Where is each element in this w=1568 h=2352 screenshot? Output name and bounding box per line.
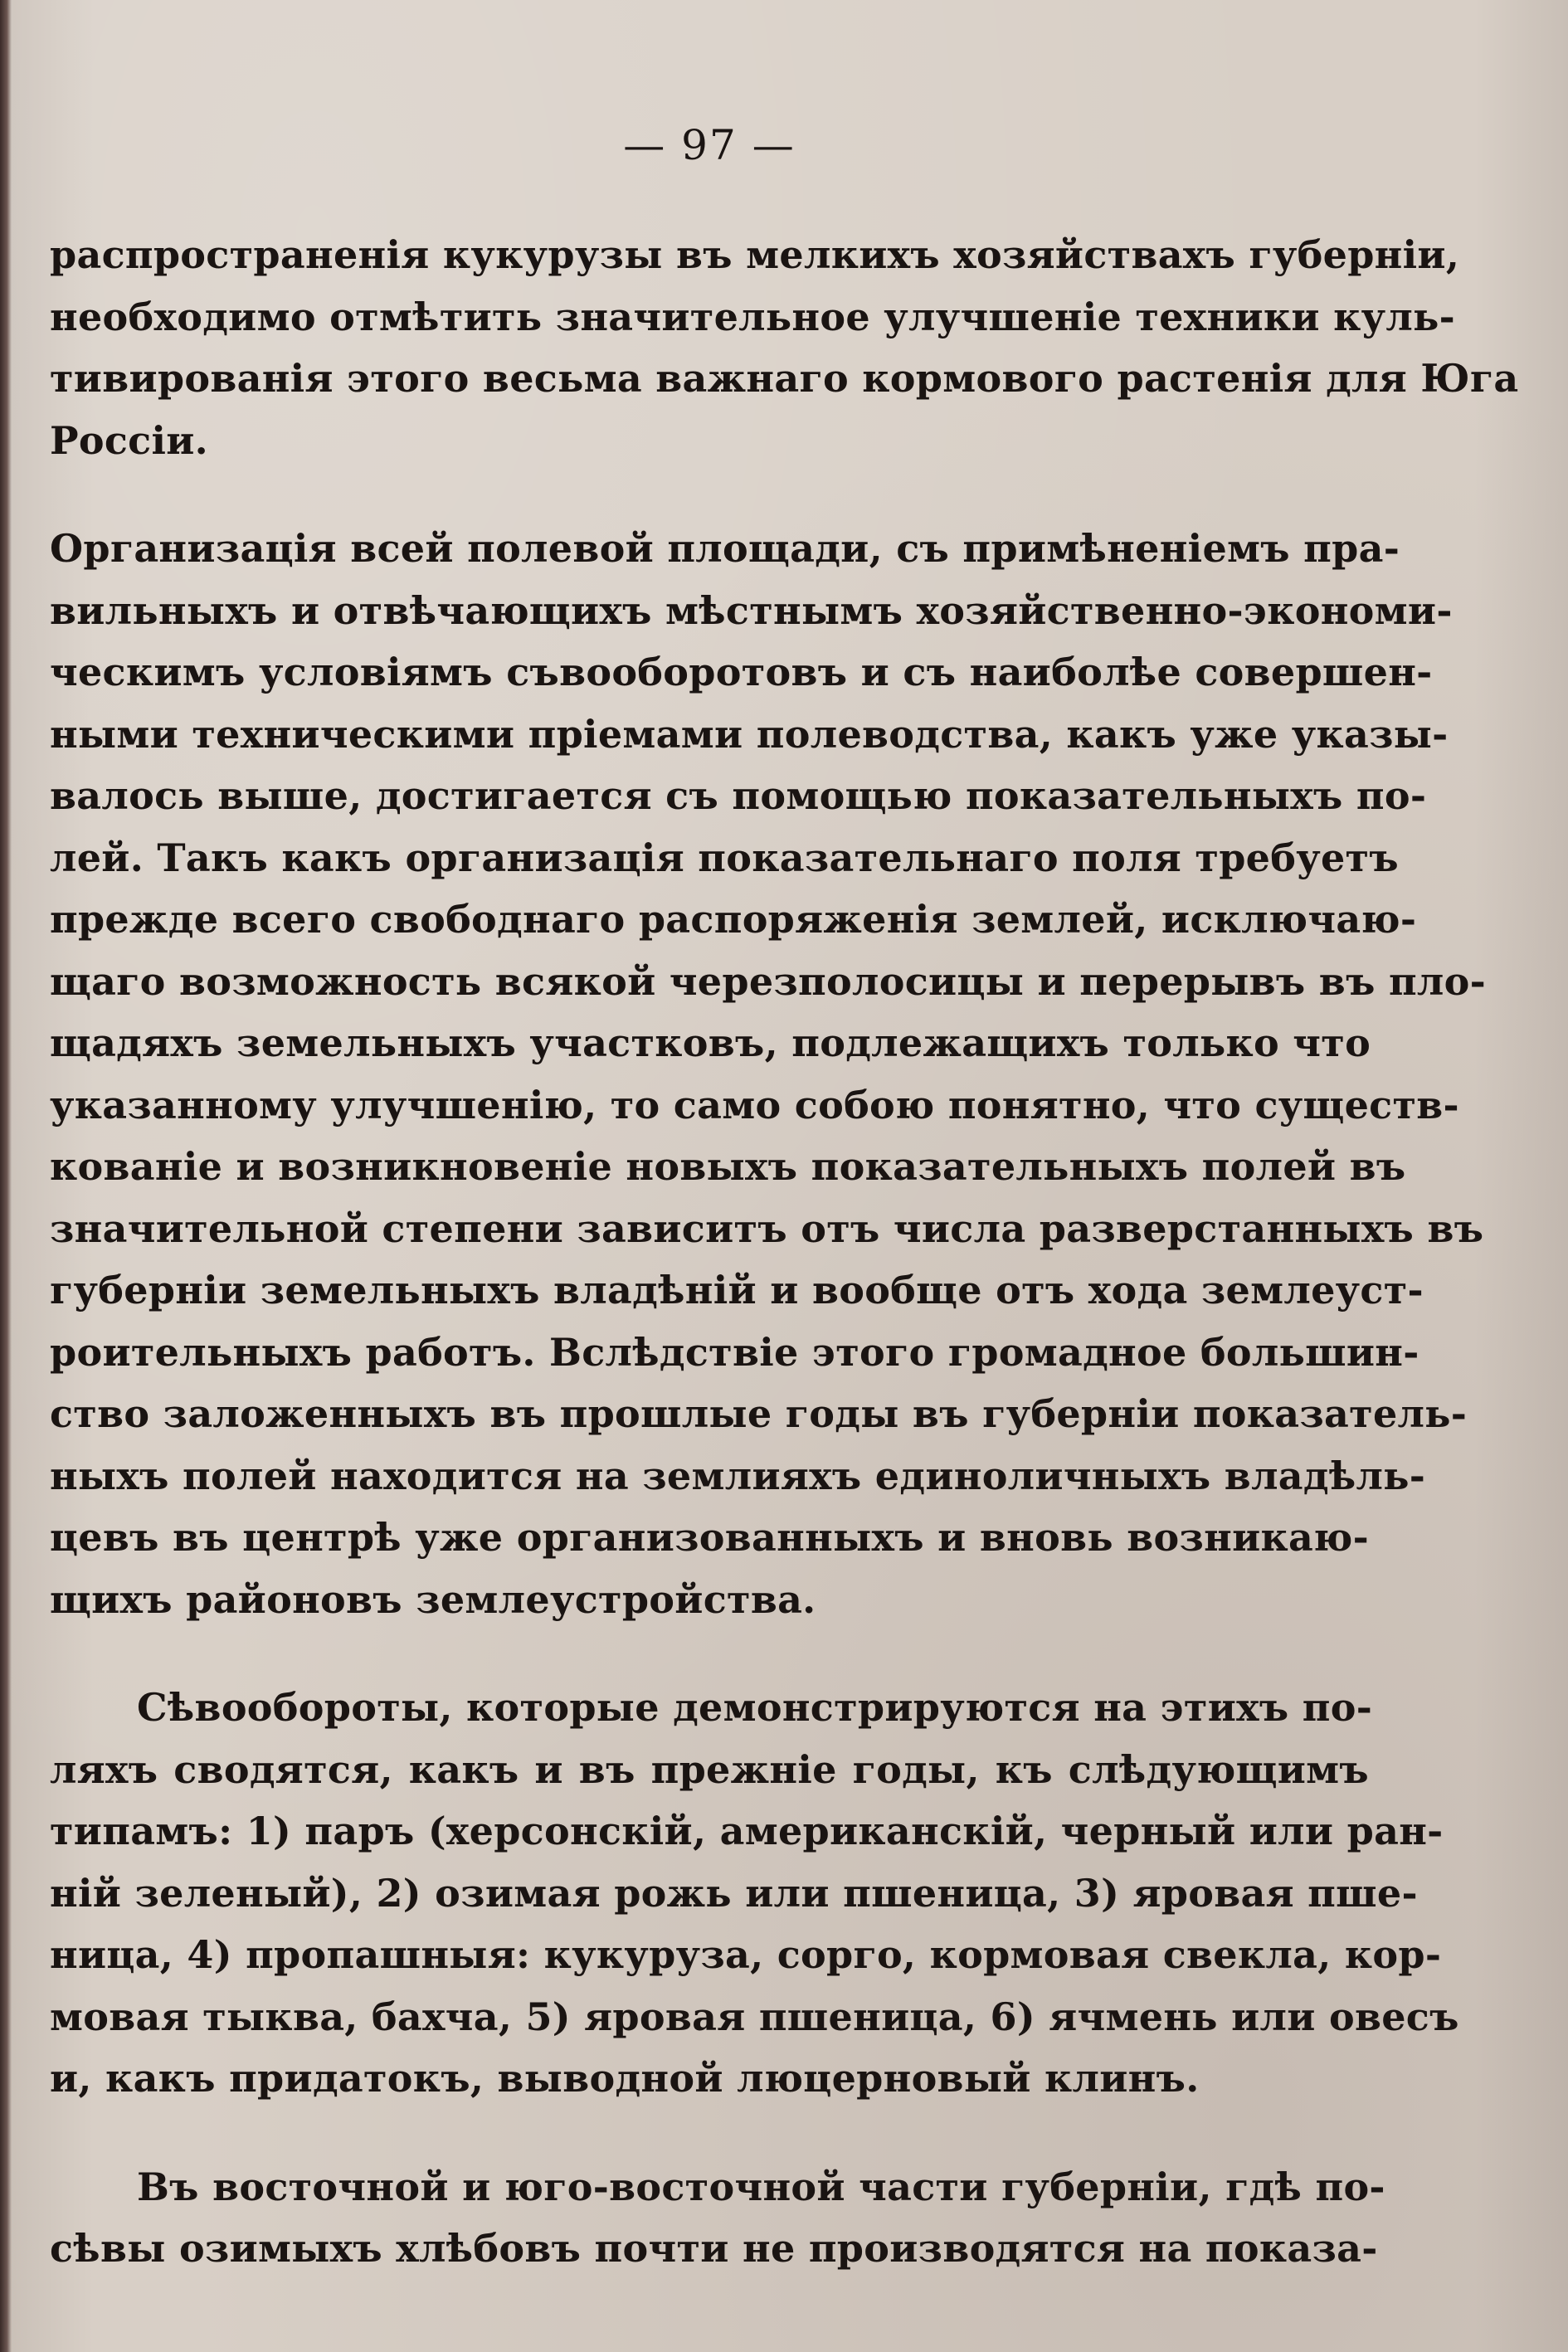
paragraph xyxy=(50,518,1487,1630)
text-line: ляхъ сводятся, какъ и въ прежніе годы, къ слѣдующимъ xyxy=(50,1746,1369,1792)
text-line: губерніи земельныхъ владѣній и вообще отъ хода землеуст- xyxy=(50,1268,1424,1312)
text-line: ческимъ условіямъ съвооборотовъ и съ наиболѣе совершен- xyxy=(50,650,1433,694)
text-line: необходимо отмѣтить значительное улучшеніе техники куль- xyxy=(50,294,1456,339)
text-line: Россіи. xyxy=(50,417,208,463)
text-line: значительной степени зависитъ отъ числа разверстанныхъ въ xyxy=(50,1205,1484,1251)
paragraph-gap xyxy=(50,1630,1369,1677)
text-line: типамъ: 1) паръ (херсонскій, американскій, черный или ран- xyxy=(50,1809,1444,1853)
text-line: распространенія кукурузы въ мелкихъ хозяйствахъ губерніи, xyxy=(50,232,1460,277)
paragraph xyxy=(50,1677,1459,2110)
paragraph-gap xyxy=(50,471,1369,518)
book-spine-edge xyxy=(0,0,12,2352)
text-line: кованіе и возникновеніе новыхъ показательныхъ полей въ xyxy=(50,1144,1406,1189)
text-line: ній зеленый), 2) озимая рожь или пшеница, 3) яровая пше- xyxy=(50,1870,1418,1916)
text-line: ными техническими пріемами полеводства, какъ уже указы- xyxy=(50,711,1449,757)
paragraph xyxy=(50,224,1519,471)
text-line: цевъ въ центрѣ уже организованныхъ и вновь возникаю- xyxy=(50,1515,1369,1560)
text-line: щаго возможность всякой черезполосицы и перерывъ въ пло- xyxy=(50,958,1487,1004)
text-line: вильныхъ и отвѣчающихъ мѣстнымъ хозяйственно-экономи- xyxy=(50,587,1453,633)
text-line: ныхъ полей находится на землияхъ единоличныхъ владѣль- xyxy=(50,1453,1426,1498)
text-line: Организація всей полевой площади, съ примѣненіемъ пра- xyxy=(50,526,1400,571)
text-line: лей. Такъ какъ организація показательнаго поля требуетъ xyxy=(50,835,1399,880)
text-line: ство заложенныхъ въ прошлые годы въ губерніи показатель- xyxy=(50,1391,1468,1436)
paragraph-2 xyxy=(50,518,1487,1630)
text-line: мовая тыква, бахча, 5) яровая пшеница, 6) ячмень или овесъ xyxy=(50,1994,1459,2039)
text-line: щихъ районовъ землеустройства. xyxy=(50,1576,816,1622)
page-number: — 97 — xyxy=(623,121,796,169)
paragraph-1 xyxy=(50,224,1519,471)
text-line: ница, 4) пропашныя: кукуруза, сорго, кормовая свекла, кор- xyxy=(50,1932,1442,1977)
paragraph-4 xyxy=(50,2156,1385,2280)
text-line: валось выше, достигается съ помощью показательныхъ по- xyxy=(50,773,1427,818)
text-line: щадяхъ земельныхъ участковъ, подлежащихъ только что xyxy=(50,1020,1371,1065)
paragraph xyxy=(50,2156,1385,2280)
paragraph-gap xyxy=(50,2110,1369,2156)
text-line: сѣвы озимыхъ хлѣбовъ почти не производятся на показа- xyxy=(50,2226,1378,2271)
text-line: Сѣвообороты, которые демонстрируются на этихъ по- xyxy=(137,1685,1373,1730)
text-line: тивированія этого весьма важнаго кормового растенія для Юга xyxy=(50,356,1519,401)
text-line: Въ восточной и юго-восточной части губерніи, гдѣ по- xyxy=(137,2164,1385,2209)
paragraph-3 xyxy=(50,1677,1459,2110)
book-page xyxy=(50,116,1519,2280)
text-line: роительныхъ работъ. Вслѣдствіе этого громадное большин- xyxy=(50,1329,1419,1375)
text-line: и, какъ придатокъ, выводной люцерновый клинъ. xyxy=(50,2056,1200,2101)
text-line: указанному улучшенію, то само собою понятно, что существ- xyxy=(50,1082,1459,1127)
text-line: прежде всего свободнаго распоряженія землей, исключаю- xyxy=(50,897,1417,942)
